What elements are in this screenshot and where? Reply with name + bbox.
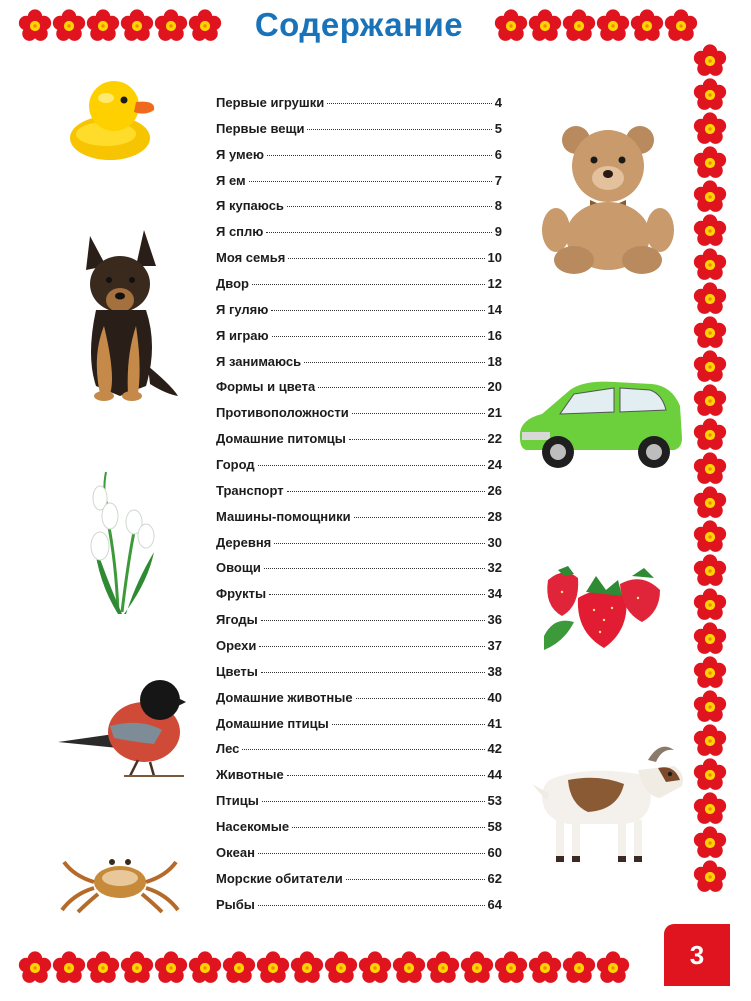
goat-icon	[528, 740, 690, 864]
toc-dot-leader	[242, 749, 484, 750]
flower-icon	[693, 554, 727, 588]
flower-icon	[154, 951, 188, 985]
flower-icon	[358, 951, 392, 985]
toc-entry-page: 21	[487, 405, 502, 421]
duck-icon	[66, 76, 158, 162]
flower-icon	[392, 951, 426, 985]
toc-dot-leader	[287, 491, 485, 492]
toc-dot-leader	[356, 698, 485, 699]
puppy-icon	[76, 226, 180, 402]
toc-dot-leader	[274, 543, 484, 544]
flower-icon	[562, 951, 596, 985]
toc-entry[interactable]	[216, 535, 502, 561]
toc-entry[interactable]	[216, 638, 502, 664]
toc-entry-label: Первые игрушки	[216, 95, 325, 110]
toc-dot-leader	[249, 181, 492, 182]
flower-icon	[693, 78, 727, 112]
top-right-flower-border	[494, 8, 698, 44]
toc-dot-leader	[332, 724, 485, 725]
toc-dot-leader	[346, 879, 485, 880]
toc-entry[interactable]	[216, 586, 502, 612]
toc-entry-label: Рыбы	[216, 896, 255, 912]
toc-dot-leader	[266, 232, 491, 233]
toc-entry[interactable]	[216, 871, 502, 897]
toc-entry-label: Орехи	[216, 638, 257, 654]
flower-icon	[693, 282, 727, 316]
toc-dot-leader	[287, 206, 492, 207]
toc-entry-label: Я сплю	[216, 224, 264, 240]
toc-dot-leader	[288, 258, 484, 259]
flower-icon	[693, 758, 727, 792]
toc-entry-page: 24	[487, 457, 502, 473]
toc-entry-page: 34	[487, 586, 502, 602]
flower-icon	[693, 418, 727, 452]
flower-icon	[188, 951, 222, 985]
flower-icon	[596, 951, 630, 985]
flower-icon	[18, 9, 52, 43]
toc-entry-label: Морские обитатели	[216, 870, 343, 886]
bullfinch-icon	[54, 672, 186, 780]
toc-entry-label: Океан	[216, 844, 255, 860]
page-title: Содержание	[254, 6, 464, 43]
toc-entry-label: Домашние птицы	[216, 715, 329, 731]
toc-dot-leader	[287, 775, 485, 776]
toc-entry-page: 18	[487, 353, 502, 369]
toc-entry-page: 6	[494, 146, 502, 162]
toc-dot-leader	[327, 103, 492, 104]
toc-entry-label: Двор	[216, 276, 249, 292]
toc-entry-page: 40	[487, 689, 502, 705]
flower-icon	[290, 951, 324, 985]
toc-entry-label: Насекомые	[216, 819, 290, 835]
toc-entry[interactable]	[216, 173, 502, 199]
toc-entry-label: Деревня	[216, 534, 272, 550]
flower-icon	[693, 588, 727, 622]
toc-entry[interactable]	[216, 612, 502, 638]
toc-dot-leader	[292, 827, 484, 828]
toc-entry-label: Я гуляю	[216, 301, 269, 317]
flower-icon	[693, 44, 727, 78]
toc-dot-leader	[349, 439, 485, 440]
flower-icon	[693, 690, 727, 724]
toc-entry-page: 37	[487, 638, 502, 654]
toc-entry-label: Ягоды	[216, 612, 258, 628]
toc-entry-page: 53	[487, 793, 502, 809]
green-car-icon	[514, 376, 686, 472]
crab-icon	[58, 846, 182, 914]
flower-icon	[693, 860, 727, 894]
toc-dot-leader	[318, 387, 484, 388]
snowdrop-icon	[78, 462, 162, 616]
toc-dot-leader	[272, 336, 485, 337]
flower-icon	[426, 951, 460, 985]
toc-entry-label: Машины-помощники	[216, 508, 351, 524]
toc-entry[interactable]	[216, 509, 502, 535]
table-of-contents	[216, 95, 502, 923]
flower-icon	[528, 9, 562, 43]
toc-entry[interactable]	[216, 716, 502, 742]
flower-icon	[693, 622, 727, 656]
toc-entry-page: 22	[487, 431, 502, 447]
toc-entry[interactable]	[216, 819, 502, 845]
flower-icon	[693, 316, 727, 350]
toc-entry-label: Город	[216, 457, 255, 473]
toc-entry-label: Овощи	[216, 560, 261, 576]
toc-entry-label: Моя семья	[216, 250, 286, 266]
toc-entry-page: 30	[487, 534, 502, 550]
toc-entry[interactable]	[216, 224, 502, 250]
flower-icon	[460, 951, 494, 985]
page-number-badge: 3	[664, 924, 730, 986]
flower-icon	[693, 350, 727, 384]
toc-entry-page: 7	[494, 172, 502, 188]
bottom-flower-border	[18, 950, 630, 986]
flower-icon	[664, 9, 698, 43]
toc-entry[interactable]	[216, 431, 502, 457]
flower-icon	[256, 951, 290, 985]
toc-entry-label: Фрукты	[216, 586, 267, 602]
toc-entry[interactable]	[216, 690, 502, 716]
flower-icon	[630, 9, 664, 43]
toc-entry-page: 32	[487, 560, 502, 576]
toc-entry-label: Домашние питомцы	[216, 431, 346, 447]
toc-entry-page: 9	[494, 224, 502, 240]
toc-entry-page: 20	[487, 379, 502, 395]
toc-entry-label: Формы и цвета	[216, 379, 316, 395]
flower-icon	[693, 112, 727, 146]
toc-entry-label: Я умею	[216, 146, 264, 162]
toc-dot-leader	[352, 413, 485, 414]
toc-dot-leader	[259, 646, 484, 647]
toc-entry[interactable]	[216, 483, 502, 509]
toc-dot-leader	[354, 517, 485, 518]
flower-icon	[693, 452, 727, 486]
toc-dot-leader	[271, 310, 484, 311]
toc-entry[interactable]	[216, 276, 502, 302]
toc-dot-leader	[262, 801, 485, 802]
toc-dot-leader	[252, 284, 485, 285]
toc-entry[interactable]	[216, 302, 502, 328]
right-flower-border	[692, 44, 728, 894]
flower-icon	[52, 9, 86, 43]
flower-icon	[324, 951, 358, 985]
toc-entry-label: Птицы	[216, 793, 259, 809]
toc-entry-label: Я играю	[216, 327, 269, 343]
toc-entry-page: 4	[494, 95, 502, 110]
toc-entry[interactable]	[216, 664, 502, 690]
toc-entry[interactable]	[216, 147, 502, 173]
toc-entry-page: 42	[487, 741, 502, 757]
toc-entry-label: Домашние животные	[216, 689, 353, 705]
toc-entry-page: 16	[487, 327, 502, 343]
strawberries-icon	[534, 566, 668, 652]
toc-entry-page: 12	[487, 276, 502, 292]
toc-dot-leader	[304, 362, 484, 363]
flower-icon	[693, 384, 727, 418]
toc-entry-label: Противоположности	[216, 405, 349, 421]
flower-icon	[494, 951, 528, 985]
teddy-bear-icon	[540, 120, 674, 276]
toc-entry[interactable]	[216, 767, 502, 793]
toc-entry[interactable]	[216, 250, 502, 276]
flower-icon	[693, 792, 727, 826]
flower-icon	[52, 951, 86, 985]
toc-entry-page: 44	[487, 767, 502, 783]
toc-dot-leader	[258, 853, 485, 854]
toc-entry[interactable]	[216, 354, 502, 380]
toc-entry-page: 60	[487, 844, 502, 860]
flower-icon	[528, 951, 562, 985]
flower-icon	[693, 656, 727, 690]
toc-entry-label: Я ем	[216, 172, 246, 188]
flower-icon	[222, 951, 256, 985]
toc-dot-leader	[269, 594, 484, 595]
toc-entry[interactable]	[216, 328, 502, 354]
toc-entry[interactable]	[216, 121, 502, 147]
flower-icon	[86, 9, 120, 43]
flower-icon	[693, 724, 727, 758]
flower-icon	[693, 826, 727, 860]
toc-entry-page: 64	[487, 896, 502, 912]
flower-icon	[693, 520, 727, 554]
flower-icon	[120, 9, 154, 43]
toc-entry[interactable]	[216, 405, 502, 431]
toc-entry-label: Транспорт	[216, 482, 284, 498]
flower-icon	[188, 9, 222, 43]
flower-icon	[18, 951, 52, 985]
toc-entry[interactable]	[216, 793, 502, 819]
flower-icon	[693, 214, 727, 248]
toc-entry[interactable]	[216, 457, 502, 483]
flower-icon	[494, 9, 528, 43]
flower-icon	[693, 248, 727, 282]
toc-entry[interactable]	[216, 741, 502, 767]
toc-entry-page: 10	[487, 250, 502, 266]
toc-dot-leader	[264, 568, 485, 569]
toc-entry-page: 26	[487, 482, 502, 498]
flower-icon	[693, 486, 727, 520]
toc-entry-label: Цветы	[216, 663, 258, 679]
flower-icon	[120, 951, 154, 985]
toc-entry-page: 5	[494, 120, 502, 136]
flower-icon	[86, 951, 120, 985]
toc-entry-label: Лес	[216, 741, 240, 757]
toc-entry[interactable]	[216, 897, 502, 923]
toc-dot-leader	[267, 155, 492, 156]
toc-dot-leader	[261, 620, 485, 621]
toc-entry[interactable]	[216, 560, 502, 586]
toc-entry-label: Я занимаюсь	[216, 353, 302, 369]
toc-entry-page: 8	[494, 198, 502, 214]
flower-icon	[596, 9, 630, 43]
toc-entry-page: 62	[487, 870, 502, 886]
toc-dot-leader	[258, 465, 485, 466]
toc-dot-leader	[258, 905, 485, 906]
top-left-flower-border	[18, 8, 222, 44]
flower-icon	[693, 180, 727, 214]
toc-entry-page: 36	[487, 612, 502, 628]
flower-icon	[154, 9, 188, 43]
toc-entry-label: Первые вещи	[216, 120, 305, 136]
toc-dot-leader	[261, 672, 485, 673]
toc-dot-leader	[307, 129, 491, 130]
toc-entry-label: Животные	[216, 767, 284, 783]
toc-entry[interactable]	[216, 379, 502, 405]
flower-icon	[693, 146, 727, 180]
toc-entry[interactable]	[216, 198, 502, 224]
toc-entry[interactable]	[216, 95, 502, 121]
toc-entry[interactable]	[216, 845, 502, 871]
toc-entry-page: 58	[487, 819, 502, 835]
toc-entry-page: 41	[487, 715, 502, 731]
toc-entry-page: 28	[487, 508, 502, 524]
flower-icon	[562, 9, 596, 43]
toc-entry-page: 38	[487, 663, 502, 679]
toc-entry-label: Я купаюсь	[216, 198, 284, 214]
toc-entry-page: 14	[487, 301, 502, 317]
